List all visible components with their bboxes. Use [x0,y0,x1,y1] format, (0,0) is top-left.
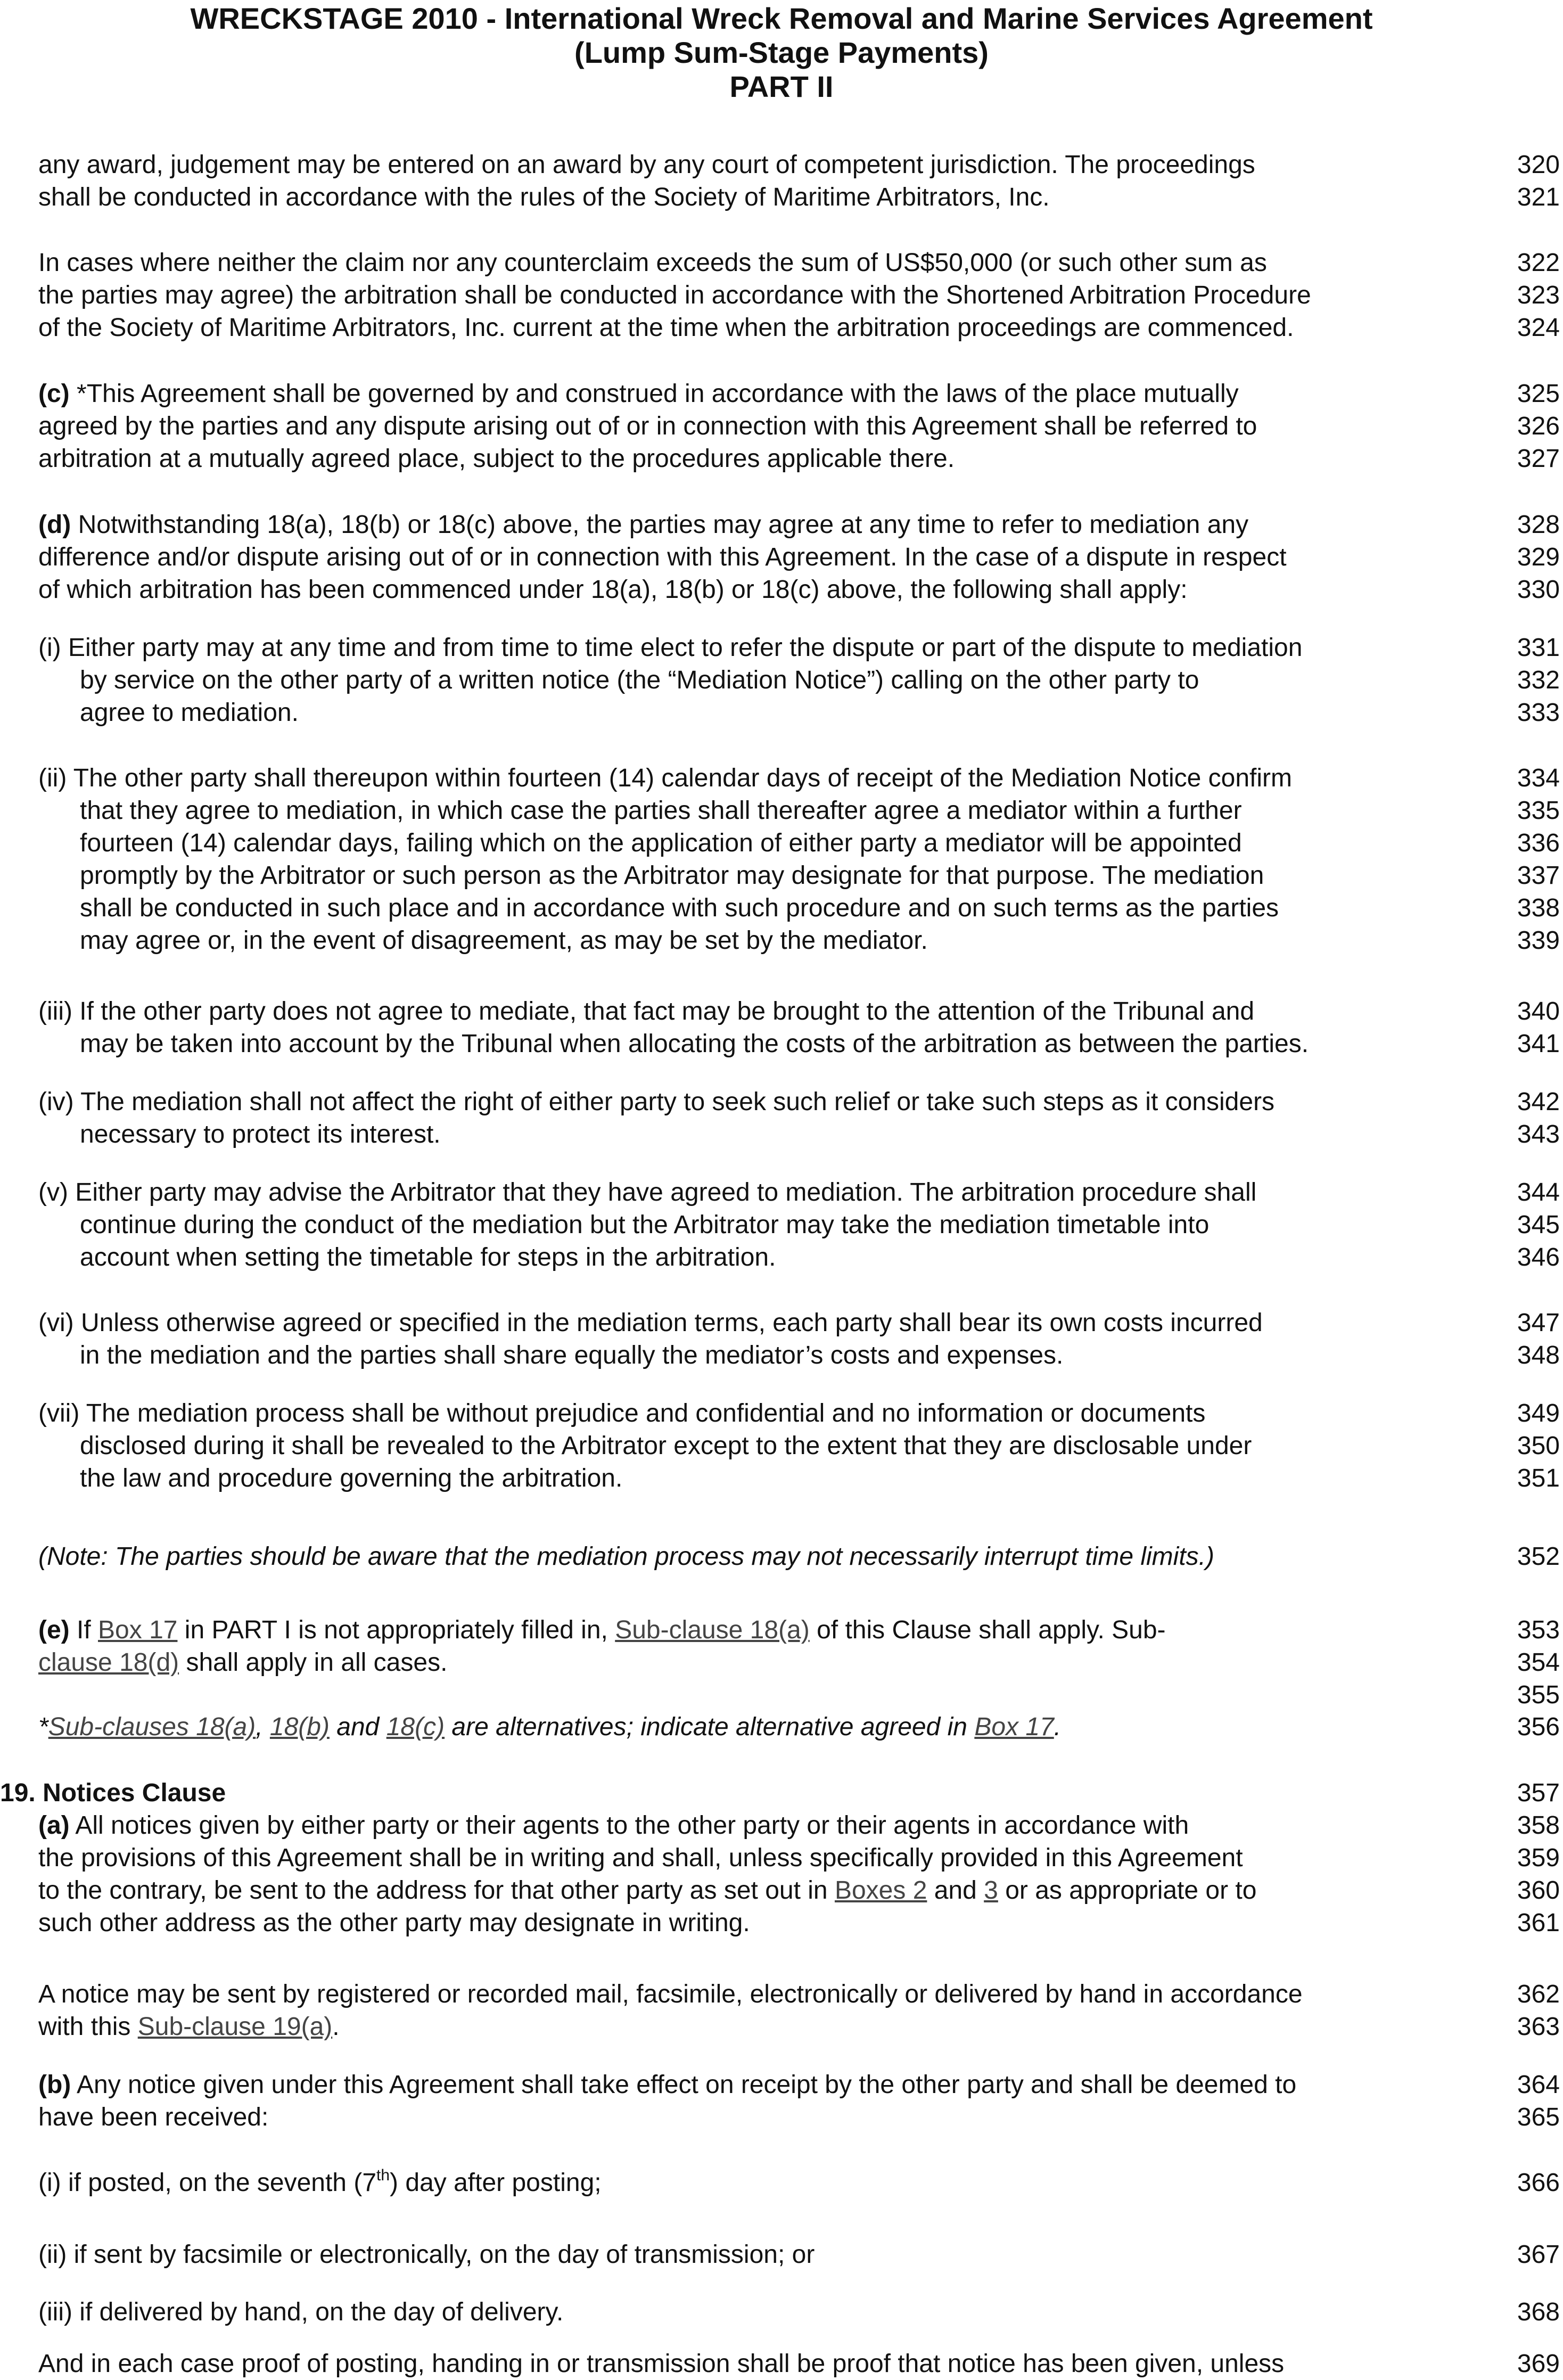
text-line: (ii) The other party shall thereupon within fourteen (14) calendar days of receipt of the Mediation Notice confirm [38,764,1292,792]
line-number: 339 [1517,926,1560,955]
line-number: 327 [1517,445,1560,473]
text-line: (vi) Unless otherwise agreed or specified in the mediation terms, each party shall bear its own costs incurred [38,1309,1263,1337]
document-subtitle: (Lump Sum-Stage Payments) [574,36,989,69]
line-number: 347 [1517,1309,1560,1337]
line-number: 332 [1517,666,1560,694]
text-line: may agree or, in the event of disagreement, as may be set by the mediator. [80,926,928,955]
line-number: 337 [1517,861,1560,890]
line-number: 362 [1517,1980,1560,2008]
document-part: PART II [729,70,834,103]
line-number: 343 [1517,1120,1560,1148]
text-line: the parties may agree) the arbitration shall be conducted in accordance with the Shortened Arbitration Procedure [38,281,1311,309]
line-number: 326 [1517,412,1560,440]
text-line: fourteen (14) calendar days, failing which on the application of either party a mediator will be appointed [80,829,1242,857]
line-number: 323 [1517,281,1560,309]
subclause-label-c: (c) [38,380,70,408]
line-number: 358 [1517,1811,1560,1840]
text-line: agree to mediation. [80,699,299,727]
line-number: 342 [1517,1088,1560,1116]
text-line: necessary to protect its interest. [80,1120,441,1148]
sub-clause-19a-link[interactable]: Sub-clause 19(a) [137,2013,333,2041]
text-line: by service on the other party of a written notice (the “Mediation Notice”) calling on the other party to [80,666,1199,694]
text-line: the law and procedure governing the arbitration. [80,1464,623,1492]
line-number: 367 [1517,2241,1560,2269]
line-number: 346 [1517,1243,1560,1271]
text-line: (vii) The mediation process shall be without prejudice and confidential and no information or documents [38,1399,1206,1427]
text-line: In cases where neither the claim nor any counterclaim exceeds the sum of US$50,000 (or such other sum as [38,249,1267,277]
line-number: 324 [1517,314,1560,342]
line-number: 351 [1517,1464,1560,1492]
text-line: (v) Either party may advise the Arbitrator that they have agreed to mediation. The arbitration procedure shall [38,1178,1257,1207]
line-number: 348 [1517,1341,1560,1369]
line-number: 359 [1517,1844,1560,1872]
clause-19-heading: 19. Notices Clause [0,1779,226,1807]
text-line: (iv) The mediation shall not affect the right of either party to seek such relief or take such steps as it considers [38,1088,1275,1116]
line-number: 356 [1517,1713,1560,1741]
line-number: 340 [1517,997,1560,1025]
line-number: 361 [1517,1909,1560,1937]
box-17-link[interactable]: Box 17 [974,1713,1054,1741]
sub-clause-18a-link[interactable]: Sub-clause 18(a) [615,1616,810,1644]
text-line: (iii) if delivered by hand, on the day of delivery. [38,2298,564,2326]
line-number: 325 [1517,380,1560,408]
text-line: (ii) if sent by facsimile or electronically, on the day of transmission; or [38,2241,815,2269]
line-number: 338 [1517,894,1560,922]
text-line: disclosed during it shall be revealed to the Arbitrator except to the extent that they are disclosable under [80,1432,1252,1460]
document-title: WRECKSTAGE 2010 - International Wreck Removal and Marine Services Agreement [190,2,1373,35]
text-line: any award, judgement may be entered on an award by any court of competent jurisdiction. The proceedings [38,151,1255,179]
line-number: 341 [1517,1030,1560,1058]
text-line: in the mediation and the parties shall share equally the mediator’s costs and expenses. [80,1341,1064,1369]
text-line: the provisions of this Agreement shall be in writing and shall, unless specifically provided in this Agreement [38,1844,1243,1872]
text-line: account when setting the timetable for steps in the arbitration. [80,1243,776,1271]
box-3-link[interactable]: 3 [984,1876,998,1905]
line-number: 345 [1517,1211,1560,1239]
line-number: 335 [1517,797,1560,825]
text-line: such other address as the other party may designate in writing. [38,1909,750,1937]
line-number: 369 [1517,2350,1560,2378]
mediation-note: (Note: The parties should be aware that the mediation process may not necessarily interrupt time limits.) [38,1542,1214,1571]
sub-clauses-18a-link[interactable]: Sub-clauses 18(a) [48,1713,256,1741]
line-number: 366 [1517,2169,1560,2197]
text-line: difference and/or dispute arising out of or in connection with this Agreement. In the case of a dispute in respect [38,543,1287,571]
line-number: 363 [1517,2013,1560,2041]
line-number: 330 [1517,576,1560,604]
box-17-link[interactable]: Box 17 [98,1616,178,1644]
line-number: 328 [1517,511,1560,539]
subclause-label-b: (b) [38,2071,71,2099]
line-number: 336 [1517,829,1560,857]
line-number: 333 [1517,699,1560,727]
line-number: 353 [1517,1616,1560,1644]
text-line: (c) *This Agreement shall be governed by and construed in accordance with the laws of the place mutually [38,380,1239,408]
text-line: arbitration at a mutually agreed place, subject to the procedures applicable there. [38,445,955,473]
text-line: may be taken into account by the Tribunal when allocating the costs of the arbitration as between the parties. [80,1030,1309,1058]
text-line: to the contrary, be sent to the address for that other party as set out in Boxes 2 and 3 or as appropriate or to [38,1876,1257,1905]
text-line: (i) Either party may at any time and from time to time elect to refer the dispute or part of the dispute to mediation [38,634,1303,662]
text-line: (a) All notices given by either party or their agents to the other party or their agents in accordance with [38,1811,1189,1840]
sub-clause-18c-link[interactable]: 18(c) [386,1713,445,1741]
text-line: shall be conducted in such place and in accordance with such procedure and on such terms as the parties [80,894,1279,922]
subclause-label-d: (d) [38,511,71,539]
text-line: (b) Any notice given under this Agreement shall take effect on receipt by the other party and shall be deemed to [38,2071,1297,2099]
text-line: (iii) If the other party does not agree to mediate, that fact may be brought to the attention of the Tribunal and [38,997,1255,1025]
text-line: have been received: [38,2103,269,2131]
sub-clause-18b-link[interactable]: 18(b) [269,1713,330,1741]
text-line: (i) if posted, on the seventh (7th) day after posting; [38,2166,602,2197]
clause-18d-link[interactable]: clause 18(d) [38,1648,179,1677]
line-number: 365 [1517,2103,1560,2131]
line-number: 344 [1517,1178,1560,1207]
line-number: 321 [1517,183,1560,211]
text-line: of which arbitration has been commenced under 18(a), 18(b) or 18(c) above, the following shall apply: [38,576,1188,604]
line-number: 364 [1517,2071,1560,2099]
text-line: (d) Notwithstanding 18(a), 18(b) or 18(c) above, the parties may agree at any time to refer to mediation any [38,511,1249,539]
line-number: 349 [1517,1399,1560,1427]
line-number: 334 [1517,764,1560,792]
text-line: that they agree to mediation, in which case the parties shall thereafter agree a mediator within a further [80,797,1242,825]
text-line: continue during the conduct of the mediation but the Arbitrator may take the mediation timetable into [80,1211,1210,1239]
text-line: And in each case proof of posting, handing in or transmission shall be proof that notice has been given, unless [38,2350,1285,2378]
subclause-label-e: (e) [38,1616,70,1644]
line-number: 352 [1517,1542,1560,1571]
line-number: 331 [1517,634,1560,662]
line-number: 329 [1517,543,1560,571]
text-line: of the Society of Maritime Arbitrators, Inc. current at the time when the arbitration proceedings are commenced. [38,314,1294,342]
text-line: clause 18(d) shall apply in all cases. [38,1648,448,1677]
text-line: (e) If Box 17 in PART I is not appropriately filled in, Sub-clause 18(a) of this Clause shall apply. Sub- [38,1616,1166,1644]
line-number: 368 [1517,2298,1560,2326]
text-line: promptly by the Arbitrator or such person as the Arbitrator may designate for that purpose. The mediation [80,861,1264,890]
line-number: 322 [1517,249,1560,277]
text-line: A notice may be sent by registered or recorded mail, facsimile, electronically or delivered by hand in accordance [38,1980,1303,2008]
line-number: 350 [1517,1432,1560,1460]
text-line: shall be conducted in accordance with the rules of the Society of Maritime Arbitrators, Inc. [38,183,1050,211]
text-line: with this Sub-clause 19(a). [38,2013,340,2041]
line-number: 355 [1517,1681,1560,1709]
subclause-label-a: (a) [38,1811,70,1840]
line-number: 357 [1517,1779,1560,1807]
boxes-2-link[interactable]: Boxes 2 [834,1876,927,1905]
text-line: agreed by the parties and any dispute arising out of or in connection with this Agreement shall be referred to [38,412,1257,440]
line-number: 320 [1517,151,1560,179]
line-number: 354 [1517,1648,1560,1677]
line-number: 360 [1517,1876,1560,1905]
alternatives-footnote: *Sub-clauses 18(a), 18(b) and 18(c) are alternatives; indicate alternative agreed in Box 17. [38,1713,1062,1741]
